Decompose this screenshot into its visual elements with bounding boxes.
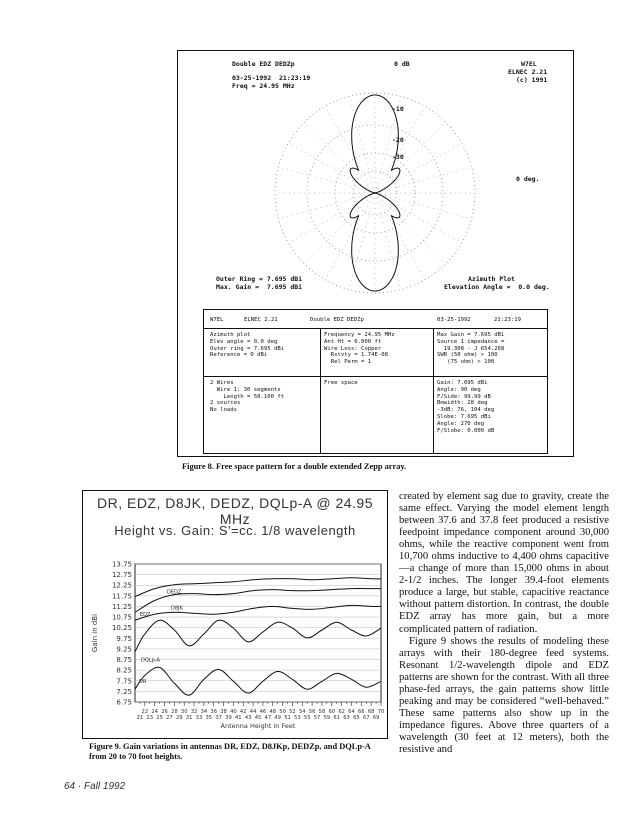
polar-spoke xyxy=(304,122,375,193)
info-freq-line: Ant Ht = 0.000 ft xyxy=(324,338,382,345)
info-gain-line: Slobe: 7.695 dBi xyxy=(437,413,491,420)
y-tick-label: 9.75 xyxy=(116,634,132,643)
x-tick-label-bottom: 49 xyxy=(274,715,281,721)
x-tick-label-bottom: 41 xyxy=(235,715,242,721)
info-wire-line: 2 sources xyxy=(210,400,241,407)
y-axis-label: Gain in dBi xyxy=(91,613,99,653)
info-imp-line: SWR (50 ohm) > 100 xyxy=(437,352,498,359)
info-gain-line: F/Side: 99.99 dB xyxy=(437,393,491,400)
info-wire-line: 2 Wires xyxy=(210,380,234,386)
polar-spoke xyxy=(375,193,401,290)
plot-type: Azimuth Plot xyxy=(468,275,515,283)
series-line-dqlp-a xyxy=(135,620,381,652)
x-tick-label-top: 26 xyxy=(161,709,168,715)
series-line-dr xyxy=(135,667,381,695)
chart-title: DR, EDZ, D8JK, DEDZ, DQLp-A @ 24.95 MHz xyxy=(96,495,373,527)
x-tick-label-top: 46 xyxy=(259,709,267,715)
info-freq-line: Rel Perm = 1 xyxy=(324,359,372,366)
series-label-dedz: DEDZ xyxy=(167,589,182,596)
info-gain-line: Gain: 7.695 dBi xyxy=(437,380,488,386)
info-plot-settings xyxy=(210,332,284,359)
info-plot-line: Outer ring = 7.695 dBi xyxy=(210,345,285,352)
polar-spoke xyxy=(325,106,375,193)
page-footer: 64 · Fall 1992 xyxy=(64,781,126,792)
x-tick-label-top: 62 xyxy=(338,709,345,715)
x-tick-label-top: 38 xyxy=(220,709,227,715)
x-tick-label-top: 52 xyxy=(289,709,296,715)
x-tick-label-bottom: 55 xyxy=(303,715,311,721)
polar-spoke xyxy=(349,193,375,290)
x-tick-label-bottom: 53 xyxy=(294,715,301,721)
info-freq-line: Wire Loss: Copper xyxy=(324,345,382,352)
x-tick-label-bottom: 51 xyxy=(284,715,291,721)
figure-9-panel xyxy=(82,490,388,739)
info-gain-line: Angle: 90 deg xyxy=(437,386,481,393)
x-tick-label-top: 28 xyxy=(171,709,178,715)
plot-frequency: Freq = 24.95 MHz xyxy=(232,82,295,90)
info-plot-line: Reference = 0 dBi xyxy=(210,352,268,359)
ring-label-10: -10 xyxy=(392,105,404,113)
x-tick-label-bottom: 43 xyxy=(244,715,252,721)
series-label-dr: DR xyxy=(139,679,147,686)
polar-spoke xyxy=(375,167,472,193)
info-freq-line: Rstvty = 1.74E-08 xyxy=(324,352,388,359)
info-impedance-settings xyxy=(437,332,504,366)
elevation-angle: Elevation Angle = 0.0 deg. xyxy=(444,283,550,291)
polar-spoke xyxy=(278,193,375,219)
ring-label-20: -20 xyxy=(392,136,404,144)
outer-ring-value: Outer Ring = 7.695 dBi xyxy=(216,275,303,283)
plot-datetime: 03-25-1992 21:23:19 xyxy=(232,74,311,82)
info-imp-line: Source 1 impedance = xyxy=(437,338,505,345)
info-header-divider xyxy=(204,328,547,329)
body-paragraph-1: created by element sag due to gravity, create the same effect. Varying the model element length between 37.6 and 37.8 feet produced a resistive feedpoint impedance component around 30,000 ohms, while the reactive component went from 10,700 ohms inductive to 4,400 ohms capacitive—a change of more than 15,000 ohms in about 2-1/2 inches. The longer 39.4-foot elements produce a large, but stable, capacitive reactance without pattern distortion. In contrast, the double EDZ array has more gain, but a more complicated pattern of radiation. xyxy=(399,491,609,635)
info-wire-line: No loads xyxy=(210,407,237,414)
x-tick-label-bottom: 67 xyxy=(362,715,370,721)
x-tick-label-top: 32 xyxy=(190,709,198,715)
x-tick-label-bottom: 57 xyxy=(313,715,321,721)
x-tick-label-top: 36 xyxy=(210,709,218,715)
info-col-divider-1 xyxy=(320,328,321,453)
max-gain-value: Max. Gain = 7.695 dBi xyxy=(216,283,303,291)
x-tick-label-top: 54 xyxy=(298,709,306,715)
x-tick-label-bottom: 59 xyxy=(323,715,331,721)
info-gain-line: Angle: 270 deg xyxy=(437,420,485,427)
x-tick-label-top: 66 xyxy=(358,709,365,715)
polar-spoke xyxy=(288,193,375,243)
info-software: ELNEC 2.21 xyxy=(244,317,278,323)
info-plot-line: Azimuth plot xyxy=(210,332,251,338)
info-mid-divider xyxy=(204,376,547,377)
y-tick-label: 12.25 xyxy=(111,581,132,590)
x-tick-label-top: 58 xyxy=(318,709,326,715)
info-frequency-settings xyxy=(324,332,395,366)
y-tick-label: 10.75 xyxy=(111,613,132,622)
x-tick-label-top: 30 xyxy=(180,709,188,715)
y-tick-label: 7.75 xyxy=(116,677,132,686)
x-tick-label-bottom: 25 xyxy=(156,715,163,721)
info-wire-line: Wire 1: 30 segments xyxy=(210,386,281,393)
x-tick-label-top: 34 xyxy=(200,709,208,715)
x-tick-label-bottom: 47 xyxy=(264,715,272,721)
elnec-info-table xyxy=(203,309,548,454)
info-wire-line: Length = 50.100 ft xyxy=(210,393,285,400)
chart-subtitle: Height vs. Gain: S'=cc. 1/8 wavelength xyxy=(114,523,356,538)
info-gain-line: -3dB: 76, 104 deg xyxy=(437,407,495,414)
polar-spoke xyxy=(375,193,425,280)
ring-label-0db: 0 dB xyxy=(394,60,410,68)
copyright: (c) 1991 xyxy=(516,76,548,84)
x-tick-label-top: 56 xyxy=(308,709,316,715)
x-axis-label: Antenna Height in Feet xyxy=(220,722,296,730)
info-imp-line: Max Gain = 7.695 dBi xyxy=(437,332,505,338)
y-tick-label: 9.25 xyxy=(116,645,132,654)
gain-height-chart xyxy=(83,491,387,738)
info-imp-line: (75 ohm) > 100 xyxy=(437,359,495,366)
x-tick-label-top: 40 xyxy=(230,709,237,715)
x-tick-label-bottom: 45 xyxy=(254,715,262,721)
x-tick-label-bottom: 69 xyxy=(372,715,380,721)
y-tick-label: 13.75 xyxy=(111,560,132,569)
x-tick-label-bottom: 27 xyxy=(166,715,173,721)
x-tick-label-bottom: 23 xyxy=(146,715,154,721)
x-tick-label-bottom: 61 xyxy=(333,715,341,721)
angle-label: 0 deg. xyxy=(516,175,540,183)
x-tick-label-bottom: 35 xyxy=(205,715,213,721)
polar-spoke xyxy=(375,193,446,264)
figure-8-panel xyxy=(177,50,574,457)
x-tick-label-bottom: 65 xyxy=(353,715,360,721)
info-wire-settings xyxy=(210,380,284,414)
radiation-pattern-lobes xyxy=(350,95,400,291)
x-tick-label-bottom: 31 xyxy=(185,715,193,721)
author-callsign: W7EL xyxy=(521,60,537,68)
info-imp-line: 19.308 - J 654.268 xyxy=(437,345,505,352)
info-ground-line: Free space xyxy=(324,380,358,386)
x-tick-label-bottom: 39 xyxy=(225,715,232,721)
y-tick-label: 12.75 xyxy=(111,571,132,580)
polar-spoke xyxy=(375,143,462,193)
polar-spoke xyxy=(375,122,446,193)
x-tick-label-top: 44 xyxy=(249,709,257,715)
x-tick-label-bottom: 37 xyxy=(215,715,222,721)
x-tick-label-top: 64 xyxy=(348,709,355,715)
x-tick-label-top: 24 xyxy=(151,709,158,715)
info-antenna-name: Double EDZ DEDZp xyxy=(310,317,364,323)
ring-label-30: -30 xyxy=(392,153,404,161)
y-tick-label: 10.25 xyxy=(111,624,132,633)
polar-spoke xyxy=(288,143,375,193)
x-tick-label-top: 68 xyxy=(367,709,375,715)
x-tick-label-top: 50 xyxy=(279,709,286,715)
info-gain-line: Bmwidth: 28 deg xyxy=(437,400,488,407)
x-tick-label-top: 70 xyxy=(377,709,385,715)
series-label-d8jk: D8JK xyxy=(171,605,183,612)
y-tick-label: 6.75 xyxy=(116,698,132,707)
polar-spoke xyxy=(349,96,375,193)
polar-spoke xyxy=(278,167,375,193)
y-tick-label: 8.25 xyxy=(116,666,132,675)
info-gain-line: F/Slobe: 0.000 dB xyxy=(437,427,495,434)
software-version: ELNEC 2.21 xyxy=(508,68,548,76)
info-freq-line: Frequency = 24.95 MHz xyxy=(324,332,395,338)
y-tick-label: 8.75 xyxy=(116,656,132,665)
info-plot-line: Elev angle = 0.0 deg xyxy=(210,338,278,345)
figure-9-caption-line1: Figure 9. Gain variations in antennas DR, EDZ, D8JKp, DEDZp, and DQLp-A xyxy=(89,742,371,751)
series-label-edz: EDZ xyxy=(140,612,151,619)
series-label-dqlp-a: DQLp-A xyxy=(141,657,160,664)
x-tick-label-top: 48 xyxy=(269,709,277,715)
info-time: 21:23:19 xyxy=(494,317,521,323)
y-tick-label: 11.75 xyxy=(111,592,132,601)
x-tick-label-top: 60 xyxy=(328,709,336,715)
info-ground-settings xyxy=(324,380,358,387)
x-tick-label-top: 22 xyxy=(141,709,149,715)
info-col-divider-2 xyxy=(433,328,434,453)
polar-spoke xyxy=(375,193,462,243)
polar-spoke xyxy=(304,193,375,264)
x-tick-label-bottom: 33 xyxy=(195,715,203,721)
y-tick-label: 7.25 xyxy=(116,687,132,696)
y-tick-label: 11.25 xyxy=(111,602,132,611)
info-gain-results xyxy=(437,380,494,434)
x-tick-label-top: 42 xyxy=(239,709,247,715)
body-paragraph-2: Figure 9 shows the results of modeling these arrays with their 180-degree feed systems. Resonant 1/2-wavelength dipole and EDZ patterns are shown for the contrast. With all three phase-fed arrays, the gain patterns show little peaking and may be considered “well-behaved.” These same patterns also show up in the impedance figures. Above three quarters of a wavelength (30 feet at 12 meters), both the resistive and xyxy=(399,635,609,755)
x-tick-label-bottom: 21 xyxy=(136,715,144,721)
x-tick-label-bottom: 63 xyxy=(343,715,350,721)
polar-spoke xyxy=(375,193,472,219)
figure-8-caption: Figure 8. Free space pattern for a double extended Zepp array. xyxy=(182,462,407,471)
info-callsign: W7EL xyxy=(210,317,224,323)
info-date: 03-25-1992 xyxy=(437,317,471,323)
article-body-text xyxy=(399,491,609,756)
polar-spoke xyxy=(325,193,375,280)
plot-title: Double EDZ DEDZp xyxy=(232,60,295,68)
polar-spoke xyxy=(375,106,425,193)
x-tick-label-bottom: 29 xyxy=(175,715,183,721)
figure-9-caption-line2: from 20 to 70 foot heights. xyxy=(89,752,183,761)
